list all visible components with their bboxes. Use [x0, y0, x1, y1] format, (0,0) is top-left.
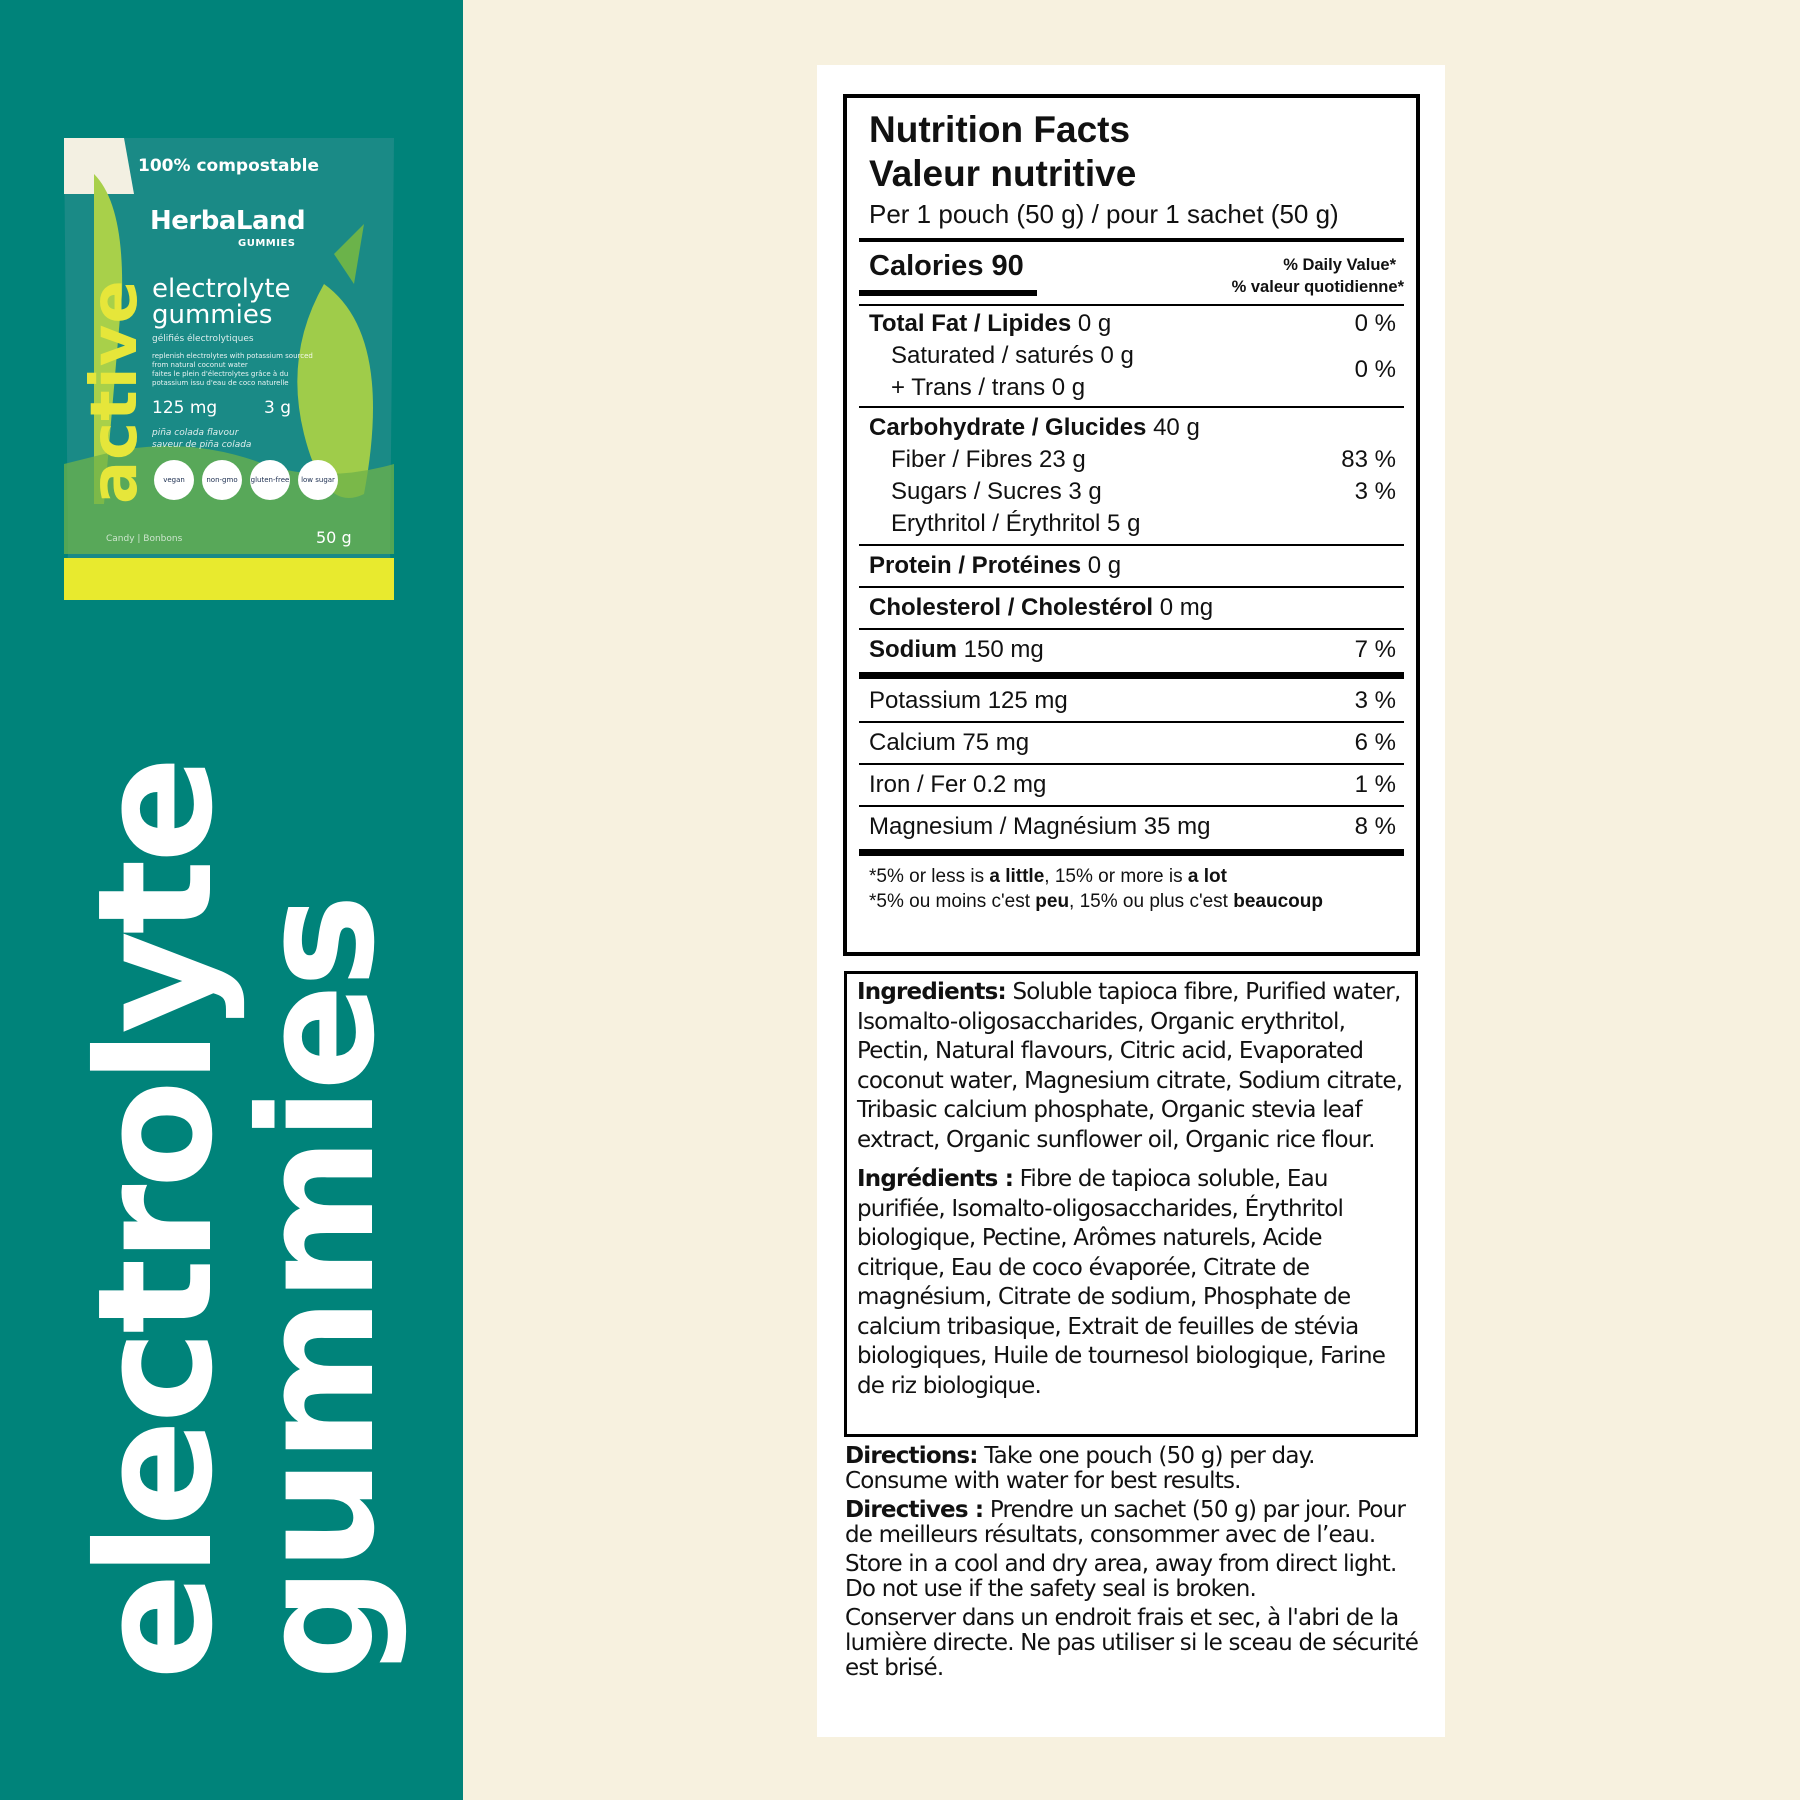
sugars-label: Sugars / Sucres 3 g — [891, 478, 1102, 505]
fiber-pct: 83 % — [1341, 446, 1396, 473]
nutrient-row-erythritol — [859, 508, 1404, 540]
ingredients-en-text: Soluble tapioca fibre, Purified water, Isomalto-oligosaccharides, Organic erythritol, Pectin, Natural flavours, Citric acid, Evaporated coconut water, Magnesium citrate, Sodium citrate, Tribasic calcium phosphate, Organic stevia leaf extract, Organic sunflower oil, Organic rice flour. — [857, 979, 1403, 1153]
fiber-label: Fiber / Fibres 23 g — [891, 446, 1086, 473]
storage-fr: Conserver dans un endroit frais et sec, à l'abri de la lumière directe. Ne pas utiliser si le sceau de sécurité est brisé. — [845, 1605, 1419, 1681]
pouch-stat-sugar: 3 g — [264, 398, 292, 418]
carb-label: Carbohydrate / Glucides — [869, 414, 1147, 441]
nutrient-row-carb — [859, 412, 1404, 444]
divider — [859, 805, 1404, 807]
fat-pct: 0 % — [1354, 310, 1396, 337]
protein-label: Protein / Protéines — [869, 552, 1082, 579]
vegan-badge-icon: vegan — [154, 460, 194, 500]
side-title-line2: gummies — [226, 897, 410, 1680]
divider — [859, 406, 1404, 408]
pouch-product-line2: gummies — [152, 300, 273, 330]
pouch-product-line1: electrolyte — [152, 274, 291, 304]
pouch-claim: potassium issu d'eau de coco naturelle — [152, 379, 289, 387]
pouch-product-fr: gélifiés électrolytiques — [152, 334, 254, 344]
nutrient-row-potassium — [859, 685, 1404, 717]
nutrient-row-sodium — [859, 634, 1404, 666]
ingredients-fr-label: Ingrédients : — [857, 1166, 1014, 1192]
nutrition-facts-table — [843, 94, 1420, 956]
nutrient-row-saturated — [859, 340, 1404, 383]
nutrient-row-calcium — [859, 727, 1404, 759]
brand-sub: GUMMIES — [238, 238, 296, 249]
fat-label: Total Fat / Lipides — [869, 310, 1072, 337]
brand-logo: HerbaLand — [150, 206, 306, 236]
pouch-flavor-fr: saveur de piña colada — [152, 440, 252, 450]
cholesterol-amount: 0 mg — [1153, 594, 1214, 621]
nutrient-row-iron — [859, 769, 1404, 801]
cholesterol-label: Cholesterol / Cholestérol — [869, 594, 1154, 621]
non-gmo-badge-icon: non-gmo — [202, 460, 242, 500]
ingredients-en-label: Ingredients: — [857, 979, 1006, 1005]
saturated-label: Saturated / saturés 0 g — [891, 342, 1134, 369]
pouch-claim: faites le plein d'électrolytes grâce à du — [152, 370, 289, 378]
dv-fr: % valeur quotidienne* — [1231, 278, 1404, 296]
divider — [859, 628, 1404, 630]
compostable-label: 100% compostable — [138, 156, 319, 176]
pouch-claim: from natural coconut water — [152, 361, 248, 369]
dv-en: % Daily Value* — [1283, 256, 1396, 274]
side-title-line1: electrolyte — [64, 760, 248, 1680]
directions-block — [845, 1444, 1420, 1685]
sugars-pct: 3 % — [1354, 478, 1396, 505]
nutrition-title-en: Nutrition Facts — [869, 109, 1131, 150]
footnote — [869, 864, 1404, 914]
nutrient-row-fiber — [859, 444, 1404, 476]
magnesium-label: Magnesium / Magnésium 35 mg — [869, 813, 1211, 840]
calories-label: Calories 90 — [869, 250, 1024, 282]
gluten-free-badge-icon: gluten-free — [250, 460, 290, 500]
directions-en — [845, 1444, 1420, 1494]
potassium-pct: 3 % — [1354, 687, 1396, 714]
divider — [859, 672, 1404, 679]
erythritol-label: Erythritol / Érythritol 5 g — [891, 510, 1141, 537]
trans-label: + Trans / trans 0 g — [891, 374, 1086, 401]
potassium-label: Potassium 125 mg — [869, 687, 1068, 714]
ingredients-fr-text: Fibre de tapioca soluble, Eau purifiée, Isomalto-oligosaccharides, Érythritol biologique, Pectine, Arômes naturels, Acide citrique, Eau de coco évaporée, Citrate de magnésium, Citrate de sodium, Phosphate de calcium tribasique, Extrait de feuilles de stévia biologiques, Huile de tournesol biologique, Farine de riz biologique. — [857, 1166, 1386, 1399]
divider — [859, 763, 1404, 765]
storage-en: Store in a cool and dry area, away from direct light. Do not use if the safety seal is broken. — [845, 1551, 1397, 1602]
directions-fr — [845, 1498, 1420, 1548]
serving-size: Per 1 pouch (50 g) / pour 1 sachet (50 g) — [869, 199, 1339, 229]
iron-pct: 1 % — [1354, 771, 1396, 798]
directions-en-text: Take one pouch (50 g) per day. Consume with water for best results. — [845, 1443, 1315, 1494]
sodium-amount: 150 mg — [957, 636, 1044, 663]
calcium-pct: 6 % — [1354, 729, 1396, 756]
active-label: active — [78, 279, 152, 504]
side-title — [0, 0, 463, 1800]
calcium-label: Calcium 75 mg — [869, 729, 1030, 756]
nutrient-row-trans — [859, 372, 1404, 404]
pouch-claim: replenish electrolytes with potassium sourced — [152, 352, 313, 360]
protein-amount: 0 g — [1081, 552, 1122, 579]
nutrition-title-fr: Valeur nutritive — [869, 153, 1137, 194]
carb-amount: 40 g — [1146, 414, 1200, 441]
nutrient-row-magnesium — [859, 811, 1404, 843]
divider — [859, 849, 1404, 856]
nutrient-row-protein — [859, 550, 1404, 582]
left-panel — [0, 0, 463, 1800]
magnesium-pct: 8 % — [1354, 813, 1396, 840]
pouch-weight: 50 g — [316, 528, 352, 547]
nutrient-row-fat — [859, 308, 1404, 340]
sat-trans-pct: 0 % — [1354, 356, 1396, 383]
footnote-fr: *5% ou moins c'est peu, 15% ou plus c'est beaucoup — [869, 891, 1323, 912]
fat-amount: 0 g — [1071, 310, 1112, 337]
calories-row — [859, 242, 1404, 304]
iron-label: Iron / Fer 0.2 mg — [869, 771, 1047, 798]
pouch-flavor: piña colada flavour — [152, 428, 239, 438]
directions-fr-text: Prendre un sachet (50 g) par jour. Pour de meilleurs résultats, consommer avec de l’eau. — [845, 1497, 1406, 1548]
ingredients-fr — [857, 1165, 1409, 1401]
divider — [859, 304, 1404, 306]
directions-fr-label: Directives : — [845, 1497, 984, 1523]
nutrient-row-sugars — [859, 476, 1404, 508]
pouch-candy: Candy | Bonbons — [106, 534, 183, 544]
ingredients-en — [857, 978, 1409, 1155]
daily-value-header — [1232, 254, 1404, 298]
directions-en-label: Directions: — [845, 1443, 978, 1469]
divider — [859, 721, 1404, 723]
sodium-pct: 7 % — [1354, 636, 1396, 663]
nutrient-row-cholesterol — [859, 592, 1404, 624]
divider — [859, 586, 1404, 588]
divider — [859, 544, 1404, 546]
divider — [859, 290, 1037, 296]
sodium-label: Sodium — [869, 636, 957, 663]
pouch-stat-potassium: 125 mg — [152, 398, 218, 418]
ingredients-box — [844, 971, 1418, 1437]
footnote-en: *5% or less is a little, 15% or more is a lot — [869, 866, 1227, 887]
low-sugar-badge-icon: low sugar — [298, 460, 338, 500]
